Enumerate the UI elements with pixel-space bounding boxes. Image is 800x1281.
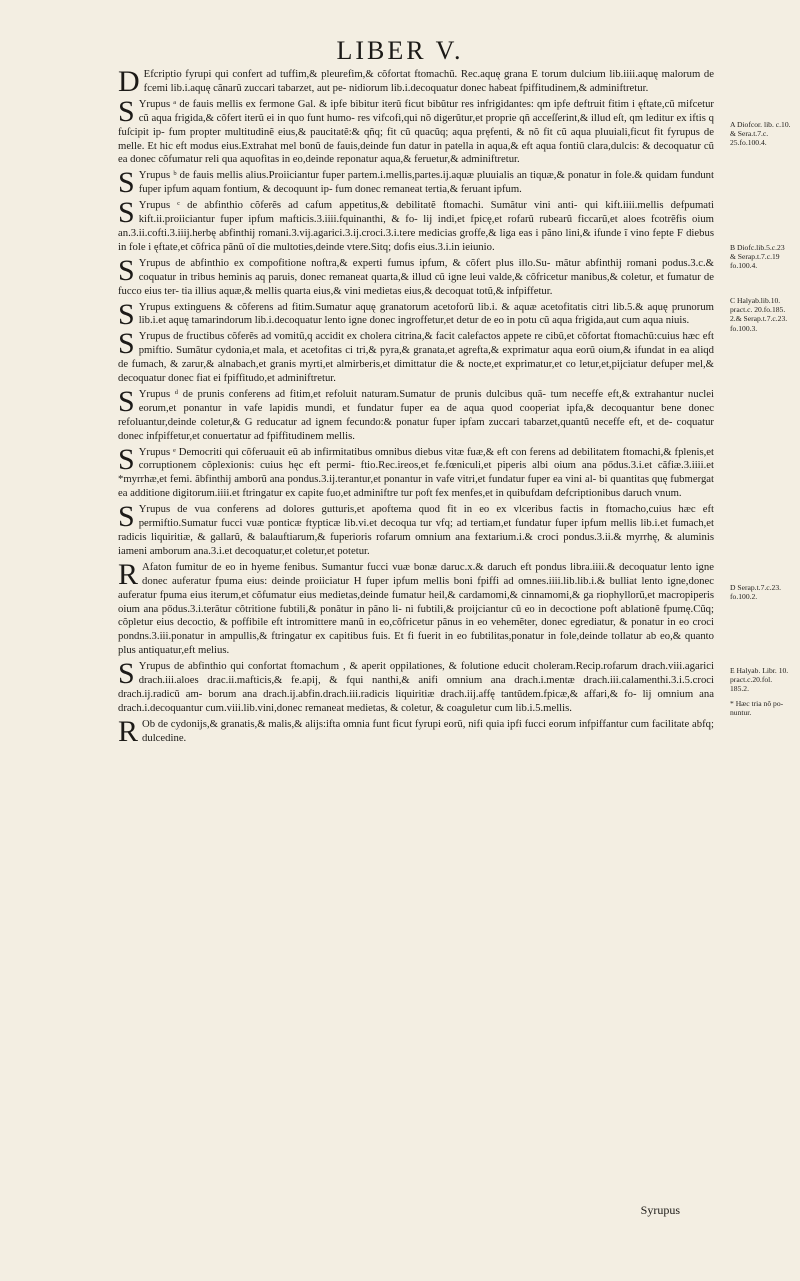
drop-initial: S	[118, 196, 135, 230]
paragraph-text: Yrupus de vua conferens ad dolores gutturis,et apoftema quod fit in eo ex vlceribus factis in ftomacho,cuius hæc eft permiftio.Sumatur fucci vuæ ponticæ ftypticæ lib.vi.et decoqua tur vfq; ad tertiam,et fundatur fuper ipfum mellis lib.i.et fumach,et radicis liquiritiæ, & gallarũ, & balauftiarum,& fuperioris rofarum omnium ana fextarium.i.& croci pondus.3.ii.& myrrhę, & aluminis iameni amborum ana.3.i.et decoquatur,et coletur,et potetur.	[118, 503, 714, 557]
paragraph	[118, 384, 714, 444]
margin-note: D Serap.t.7.c.23. fo.100.2.	[730, 583, 782, 602]
paragraph-text: Yrupus ᵈ de prunis conferens ad fitim,et refoluit naturam.Sumatur de prunis dulcibus quã- tum neceffe eft,& extrahantur nuclei eorum,et ponantur in vafe lapidis mundi, et fundatur fuper ea de aqua quod cooperiat ipfa,& decoquantur bene donec refoluantur,deinde coletur,& G reducatur ad ignem fecundo:& ponatur fuper ipfam zuccari tabarzet,quantũ neceffe eft, et de- coquatur donec infpiffetur,et conuertatur ad fpiffitudinem mellis.	[118, 387, 714, 442]
drop-initial: R	[118, 557, 139, 591]
paragraph	[118, 557, 714, 658]
drop-initial: S	[118, 442, 135, 476]
paragraph	[118, 657, 714, 716]
paragraph-text: Yrupus ᵃ de fauis mellis ex fermone Gal. & ipfe bibitur iterũ ficut bibũtur res infrigidantes: qm ipfe deftruit fitim i ęftate,cũ mifcetur cũ aqua frigida,& cõfert iterũ ei in quo funt humo- res vifcofi,qui nõ digerũtur,et proprie qñ acceſſerint,& illud eſt, qm leditur ex iftis q fuſcipit ip- fum propter multitudinẽ eius,& paucitatẽ:& qñq; fit cũ quacũq; aqua pręfenti, & nõ fit cũ aqua pluuiali,ficut fit fyrupus de melle. Et hic eft modus eius.Extrahat mel bonũ de fauis,deinde fun datur in patella in aqua,& eft aqua fontiũ clara,dulcis: & decoquatur cũ ea donec cõfumatur reli qua aquofitas in eo,deinde reponatur aqua,& feruetur,& adminiftretur.	[118, 97, 714, 166]
drop-initial: R	[118, 714, 139, 748]
paragraph-text: Yrupus de abfinthio qui confortat ftomachum , & aperit oppilationes, & folutione educit choleram.Recip.rofarum drach.viii.agarici drach.iii.aloes drac.ii.mafticis,& fe.apij, & fqui nanthi,& anifi omnium ana drach.i.mentæ drach.iii.calamenthi.3.i.5.croci drach.ij.radicũ am- borum ana drach.ij.abfin.drach.iii.radicis liquiritiæ drach.iij.affę tantũdem.fpicæ,& affari,& fo- lij omnium ana drach.i.decoquantur cum.viii.lib.vini,donec remaneat medietas, & coletur, & coaguletur cum lib.i.5.mellis.	[118, 660, 714, 714]
paragraph	[118, 442, 714, 502]
paragraph-text: Afaton fumitur de eo in hyeme fenibus. Sumantur fucci vuæ bonæ daruc.x.& daruch eft pondus libra.iiii.& decoquatur lento igne donec auferatur fpuma eius: deinde proiiciatur H fuper ipfum mellis boni fpiffi ad omnes.iiii.lib.lib.i.& bulliat lento igne,donec auferatur fpuma eius iterum,et cõfumatur eius medietas,deinde fumatur heil,& cardamomi,& cinnamomi,& ga riophyllorũ,et macropiperis oium ana pődus.3.i.terãtur cõtritione fubtili,& ponãtur in pãno li- ni fubtili,& proijciantur cũ eo in decoctione poft ablationẽ fpumę.Cũq; cõpletur eius decoctio, & poffibile eft intromittere manũ in eo,cõfricetur pãnus in eo vehemẽter, donec egrediatur, & ponatur in eo croci pondns.3.iii.ponatur in ampullis,& ftringatur ex capitibus fuis. Et fi fuerit in eo fubtilitas,ponatur in fole,deinde tollatur ab eo,& quanto plus antiquatur,eft melius.	[118, 560, 714, 657]
paragraph-text: Yrupus extinguens & cõferens ad fitim.Sumatur aquę granatorum acetoforũ lib.i. & aquæ acetofitatis citri lib.5.& aquę prunorum lib.i.et aquę tamarindorum lib.i.decoquatur lento igne donec ingroffetur,et detur de eo in potu cũ aqua frigida,aut cum aqua niuis.	[138, 300, 714, 327]
paragraph-text: Yrupus ᵉ Democriti qui cõferuauit eũ ab infirmitatibus omnibus diebus vitæ fuæ,& eft con ferens ad debilitatem ftomachi,& fplenis,et corruptionem cõplexionis: cuius hęc eft permi- ftio.Rec.ireos,et fe.fœniculi,et piperis albi oium ana pődus.3.i.et căfiæ.3.iiii.et *myrrhæ,et femi. ãbfinthij amborũ ana pondus.3.ij.terantur,et ponantur in vafe vitri,et fundatur fuper ea vini al- bi quantitas quę fubmergat ea additione digitorum.iiii.et ftringatur ex capite fuo,et adminiftre tur poft fex menfes,et in quibufdam defcriptionibus daruch vnum.	[118, 445, 714, 500]
paragraph	[118, 327, 714, 386]
drop-initial: S	[118, 253, 135, 287]
drop-initial: S	[118, 94, 135, 128]
paragraph-text: Yrupus ᵇ de fauis mellis alius.Proiiciantur fuper partem.i.mellis,partes.ij.aquæ pluuialis an tiquæ,& ponatur in fole.& quidam fundunt fuper ipfum aquam fontium, & decoquunt ip- fum donec remaneat tertia,& feruant ipfum.	[138, 169, 714, 196]
paragraph	[118, 94, 714, 168]
drop-initial: S	[118, 297, 135, 331]
paragraph	[118, 500, 714, 559]
main-text-column	[118, 65, 714, 748]
paragraph-text: Ob de cydonijs,& granatis,& malis,& alijs:ifta omnia funt ficut fyrupi eorũ, nifi quia ipfi fucci eorum infpiffantur cum facilitate abfq; dulcedine.	[142, 717, 714, 744]
margin-note: * Hæc tria nõ po- nuntur.	[730, 699, 784, 718]
margin-note: E Halyab. Libr. 10. pract.c.20.fol. 185.2.	[730, 666, 789, 694]
drop-initial: S	[118, 166, 135, 200]
margin-note: A Diofcor. lib. c.10. & Sera.t.7.c. 25.fo.100.4.	[730, 120, 791, 148]
paragraph-text: Yrupus ᶜ de abfinthio cõferẽs ad cafum appetitus,& debilitatẽ ftomachi. Sumãtur vini anti- qui kift.iiii.mellis defpumati kift.ii.proiiciantur fuper ipfum mafticis.3.iiii.fquinanthi, & fo- lij indi,et fpicę,et rofarũ rubearũ ficcarũ,et aloes fcotrẽfis oium an.3.ii.cofti.3.iiij.herbę abfinthij romani.3.vij.agarici.3.ij.croci.3.i.tere medicias groffe,& liga eas i pãno lini,& ifunde ĩ vino fepte F diebus in fole i ęftate,et cõfrica pãnũ oĩ die multoties,deinde vtere.Sitq; dofis eius.3.i.in ieiunio.	[118, 199, 714, 253]
paragraph	[118, 196, 714, 255]
margin-note: B Diofc.lib.5.c.23 & Serap.t.7.c.19 fo.100.4.	[730, 243, 785, 271]
paragraph	[118, 253, 714, 299]
drop-initial: D	[118, 65, 140, 98]
paragraph-text: Yrupus de abfinthio ex compofitione noftra,& experti fumus ipfum, & cõfert plus illo.Su- mãtur abfinthij romani podus.3.c.& coquatur in tribus heminis aq paruis, donec remaneat quarta,& illud cũ igne leui valde,& cõfricetur manibus,& coletur, et fumatur de fucco eius ter- tia illius aquæ,& mellis quarta eius,& vini medietas eius,& decoquat totũ,& infpiffetur.	[118, 256, 714, 297]
running-header: LIBER V.	[336, 36, 464, 65]
paragraph	[118, 166, 714, 200]
drop-initial: S	[118, 500, 135, 534]
drop-initial: S	[118, 657, 135, 691]
paragraph	[118, 65, 714, 98]
paragraph-text: Efcriptio fyrupi qui confert ad tuffim,& pleurefim,& cõfortat ftomachũ. Rec.aquę grana E torum dulcium lib.iiii.aquę malorum de fcemi lib.i.aquę cãnarũ zuccari tabarzet, aut pe- nidiorum lib.i.decoquatur donec habeat fpiffitudinem,& adminiftretur.	[143, 68, 714, 94]
margin-note: C Halyab.lib.10. pract.c. 20.fo.185. 2.& Serap.t.7.c.23. fo.100.3.	[730, 296, 788, 333]
drop-initial: S	[118, 327, 135, 361]
paragraph-text: Yrupus de fructibus cõferẽs ad vomitũ,q accidit ex cholera citrina,& facit calefactos appete re cibũ,et cõfortat ftomachũ:cuius hæc eft pmiftio. Sumãtur cydonia,et mala, et acetofitas ci tri,& pyra,& granata,et agrefta,& exprimatur aqua eorũ oium,& ifundat in ea aliqd de fumach, & zarur,& alnabach,et granis myrti,et almirberis,et dimittatur die & nocte,et exprimatur,et co letur,et,pijciatur defuper mel,& decoquatur donec fiat ei fpiffitudo,et adminiftretur.	[118, 330, 714, 385]
catchword: Syrupus	[640, 1203, 680, 1217]
paragraph	[118, 714, 714, 748]
drop-initial: S	[118, 384, 135, 418]
paragraph	[118, 297, 714, 331]
